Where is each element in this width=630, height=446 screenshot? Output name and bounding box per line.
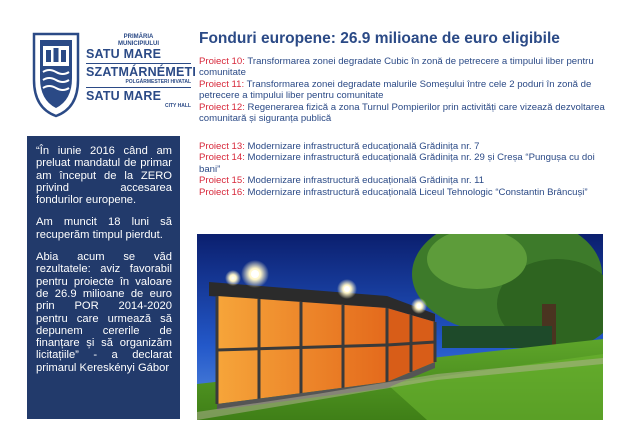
project-description: Regenerarea fizică a zona Turnul Pompierilor prin activități care vizează dezvoltarea comunitară și siguranța publică (199, 101, 605, 125)
project-description: Modernizare infrastructură educațională Grădinița nr. 11 (247, 175, 485, 187)
project-item (199, 141, 609, 152)
project-label: Proiect 14: (199, 152, 245, 164)
project-label: Proiect 15: (199, 175, 245, 187)
night-park-pavilion-image (197, 234, 603, 420)
project-item (199, 187, 609, 198)
project-item (199, 56, 609, 79)
logo-line-szatmarnemeti: SZATMÁRNÉMETI (86, 65, 196, 79)
project-description: Modernizare infrastructură educațională Grădinița nr. 29 și Creșa “Pungușa cu doi bani” (199, 152, 595, 175)
page-title: Fonduri europene: 26.9 milioane de euro eligibile (199, 30, 560, 47)
project-description: Transformarea zonei degradate Cubic în zonă de petrecere a timpului liber pentru comunitate (199, 56, 594, 79)
city-hall-logo (30, 30, 196, 120)
project-list-education (199, 141, 609, 198)
logo-line-satu-mare-ro: SATU MARE (86, 47, 162, 61)
cubic-building-photo (197, 234, 603, 420)
project-item (199, 152, 609, 175)
logo-divider (86, 87, 191, 88)
logo-line-polgarmesteri: POLGÁRMESTERI HIVATAL (125, 79, 191, 85)
logo-line-municipiului: MUNICIPIULUI (118, 41, 159, 47)
mayor-quote-box (27, 136, 180, 419)
project-label: Proiect 13: (199, 141, 245, 152)
logo-line-satu-mare-en: SATU MARE (86, 89, 162, 103)
quote-paragraph-1: “În iunie 2016 când am preluat mandatul de primar am început de la ZERO privind accesarea fondurilor europene. (36, 145, 172, 207)
project-label: Proiect 10: (199, 56, 245, 67)
city-crest-icon (30, 30, 82, 118)
logo-line-city-hall: CITY HALL (164, 103, 191, 109)
logo-divider (86, 63, 191, 64)
project-item (199, 79, 609, 102)
project-item (199, 102, 609, 125)
project-description: Transformarea zonei degradate malurile Someșului între cele 2 poduri în zonă de petrecere a timpului liber pentru comunitate (199, 78, 592, 102)
project-description: Modernizare infrastructură educațională Grădinița nr. 7 (247, 141, 480, 152)
project-item (199, 175, 609, 186)
project-label: Proiect 12: (199, 101, 245, 113)
quote-paragraph-3: Abia acum se văd rezultatele: aviz favorabil pentru proiecte în valoare de 26.9 milioane de euro prin POR 2014-2020 pentru care urmează să depunem cererile de finanțare și să organizăm licitațiile” - a declarat primarul Kereskényi Gábor (36, 251, 172, 374)
project-label: Proiect 11: (199, 78, 245, 90)
project-list-urban (199, 56, 609, 124)
quote-paragraph-2: Am muncit 18 luni să recuperăm timpul pierdut. (36, 216, 172, 241)
project-label: Proiect 16: (199, 186, 245, 198)
project-description: Modernizare infrastructură educațională Liceul Tehnologic “Constantin Brâncuși” (247, 186, 588, 198)
logo-line-primaria: PRIMĂRIA (123, 34, 154, 40)
